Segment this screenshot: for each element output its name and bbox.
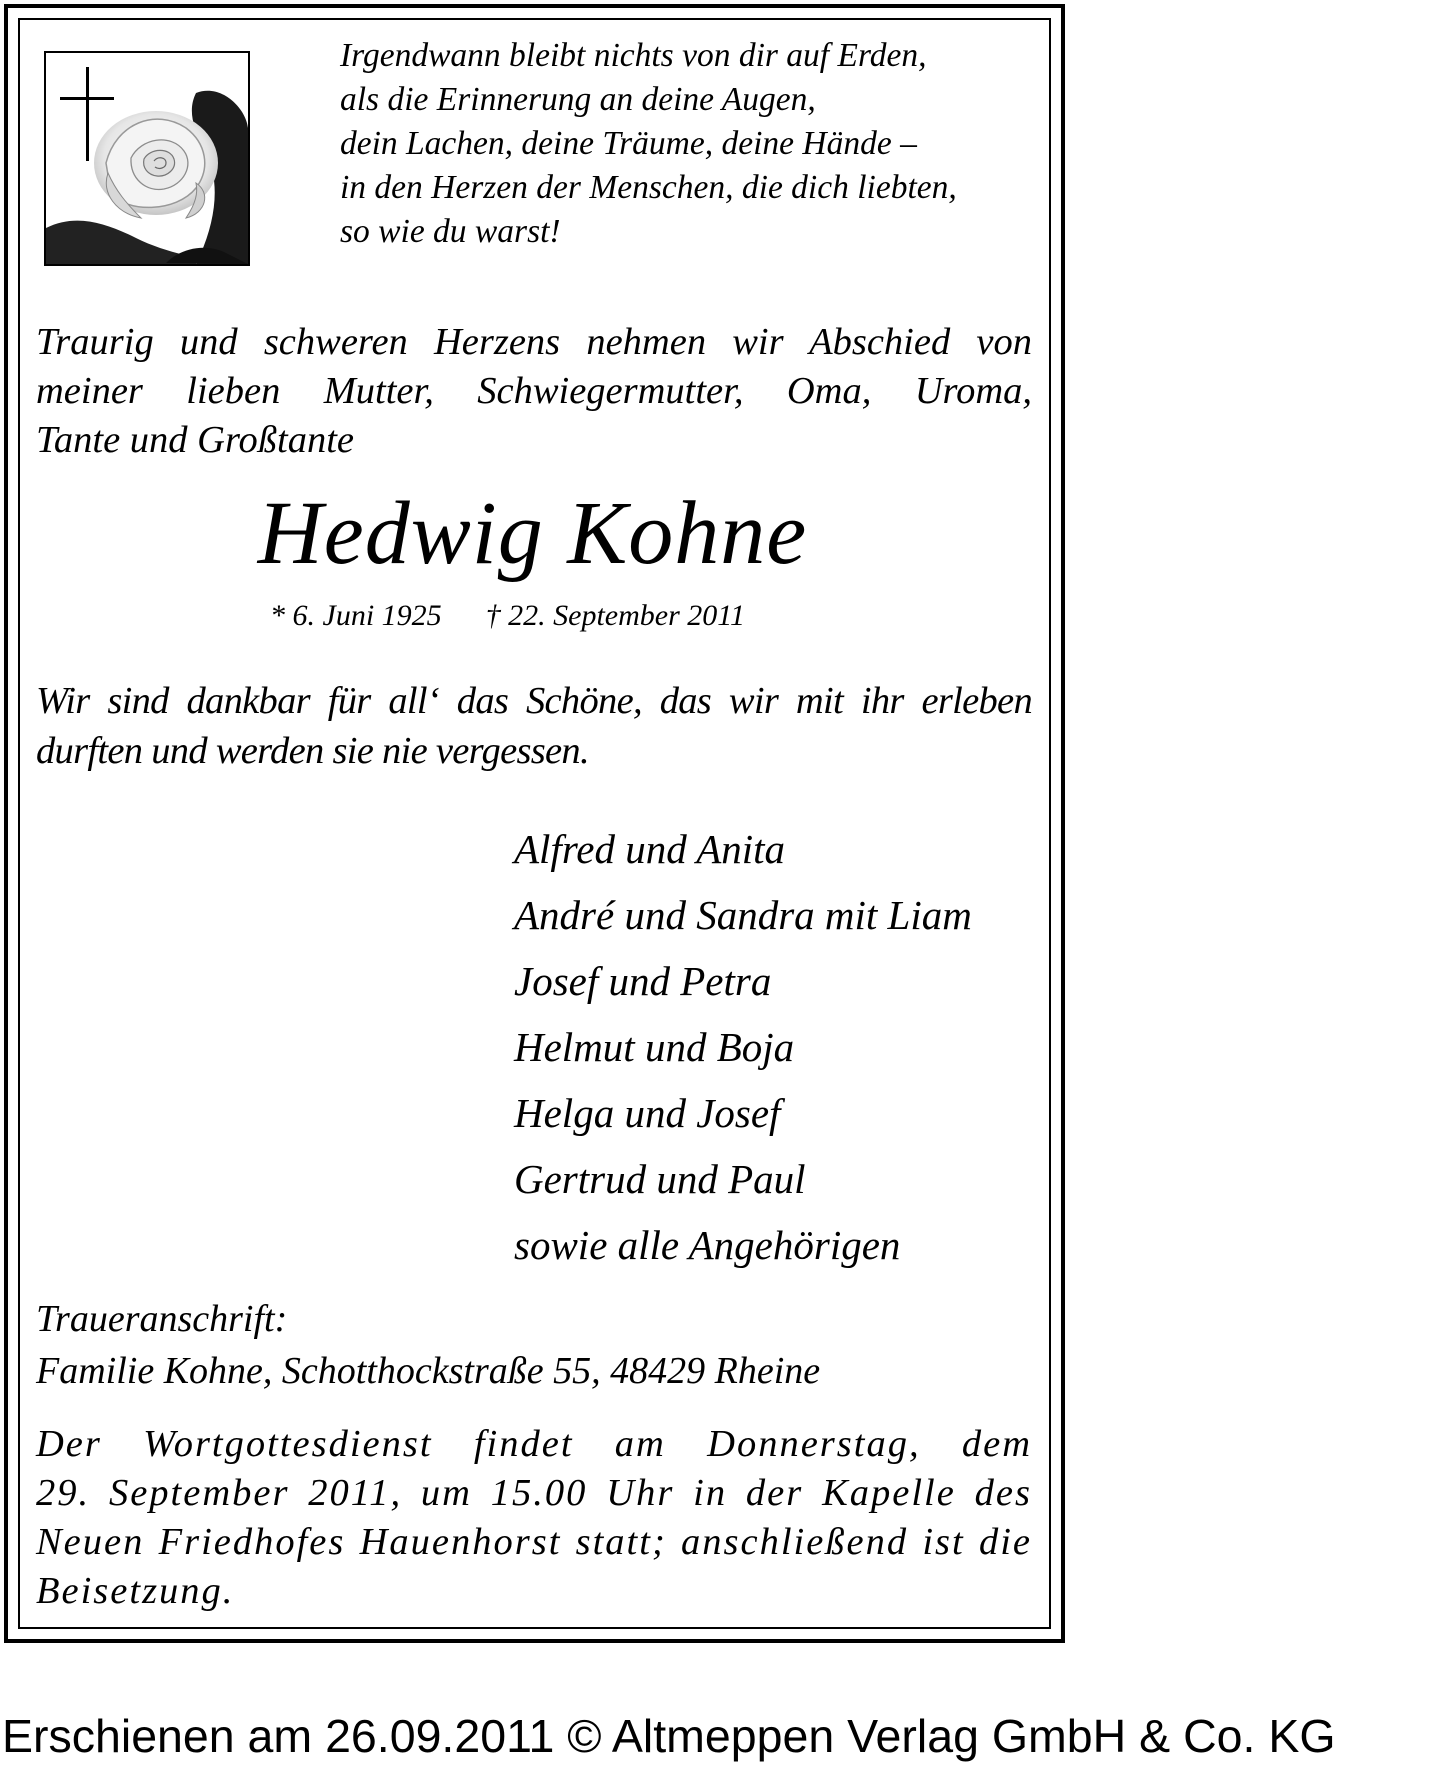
mourners-list: [514, 816, 1054, 1278]
mourner-entry: Helga und Josef: [514, 1090, 781, 1136]
poem-line: so wie du warst!: [340, 213, 561, 250]
thanks-line: Wir sind dankbar für all‘ das Schöne, das wir mit ihr erleben: [36, 680, 1032, 722]
poem-line: in den Herzen der Menschen, die dich liebten,: [340, 169, 957, 206]
mourner-entry: Gertrud und Paul: [514, 1156, 806, 1202]
thanks-text: [36, 676, 1032, 776]
mourner-entry: André und Sandra mit Liam: [514, 892, 972, 938]
deceased-name: Hedwig Kohne: [257, 484, 808, 583]
intro-line: meiner lieben Mutter, Schwiegermutter, Oma, Uroma,: [36, 370, 1032, 412]
intro-line: Tante und Großtante: [36, 419, 355, 461]
service-line: Neuen Friedhofes Hauenhorst statt; anschließend ist die: [36, 1521, 1032, 1563]
intro-line: Traurig und schweren Herzens nehmen wir Abschied von: [36, 321, 1032, 363]
mourner-entry: sowie alle Angehörigen: [514, 1222, 901, 1268]
mourner-entry: Alfred und Anita: [514, 826, 786, 872]
rose-photo: [46, 53, 248, 264]
service-line: Beisetzung.: [36, 1570, 235, 1612]
poem-line: Irgendwann bleibt nichts von dir auf Erden,: [340, 37, 927, 74]
thanks-line: durften und werden sie nie vergessen.: [36, 730, 589, 772]
life-dates: [270, 596, 970, 636]
service-line: 29. September 2011, um 15.00 Uhr in der Kapelle des: [36, 1472, 1032, 1514]
memorial-poem: [340, 34, 1040, 254]
poem-line: als die Erinnerung an deine Augen,: [340, 81, 816, 118]
rose-icon: [94, 111, 218, 218]
address-label: Traueranschrift:: [36, 1298, 288, 1340]
publication-footer: Erschienen am 26.09.2011 © Altmeppen Verlag GmbH & Co. KG: [2, 1710, 1336, 1762]
death-date: † 22. September 2011: [485, 599, 746, 632]
address-line: Familie Kohne, Schotthockstraße 55, 48429 Rheine: [36, 1350, 821, 1392]
service-info: [36, 1420, 1032, 1616]
mourner-entry: Helmut und Boja: [514, 1024, 795, 1070]
rose-cross-image: [44, 51, 250, 266]
poem-line: dein Lachen, deine Träume, deine Hände –: [340, 125, 917, 162]
birth-date: * 6. Juni 1925: [270, 599, 442, 632]
farewell-intro: [36, 318, 1032, 465]
condolence-address: [36, 1293, 1032, 1397]
service-line: Der Wortgottesdienst findet am Donnerstag, dem: [36, 1423, 1032, 1465]
mourner-entry: Josef und Petra: [514, 958, 772, 1004]
